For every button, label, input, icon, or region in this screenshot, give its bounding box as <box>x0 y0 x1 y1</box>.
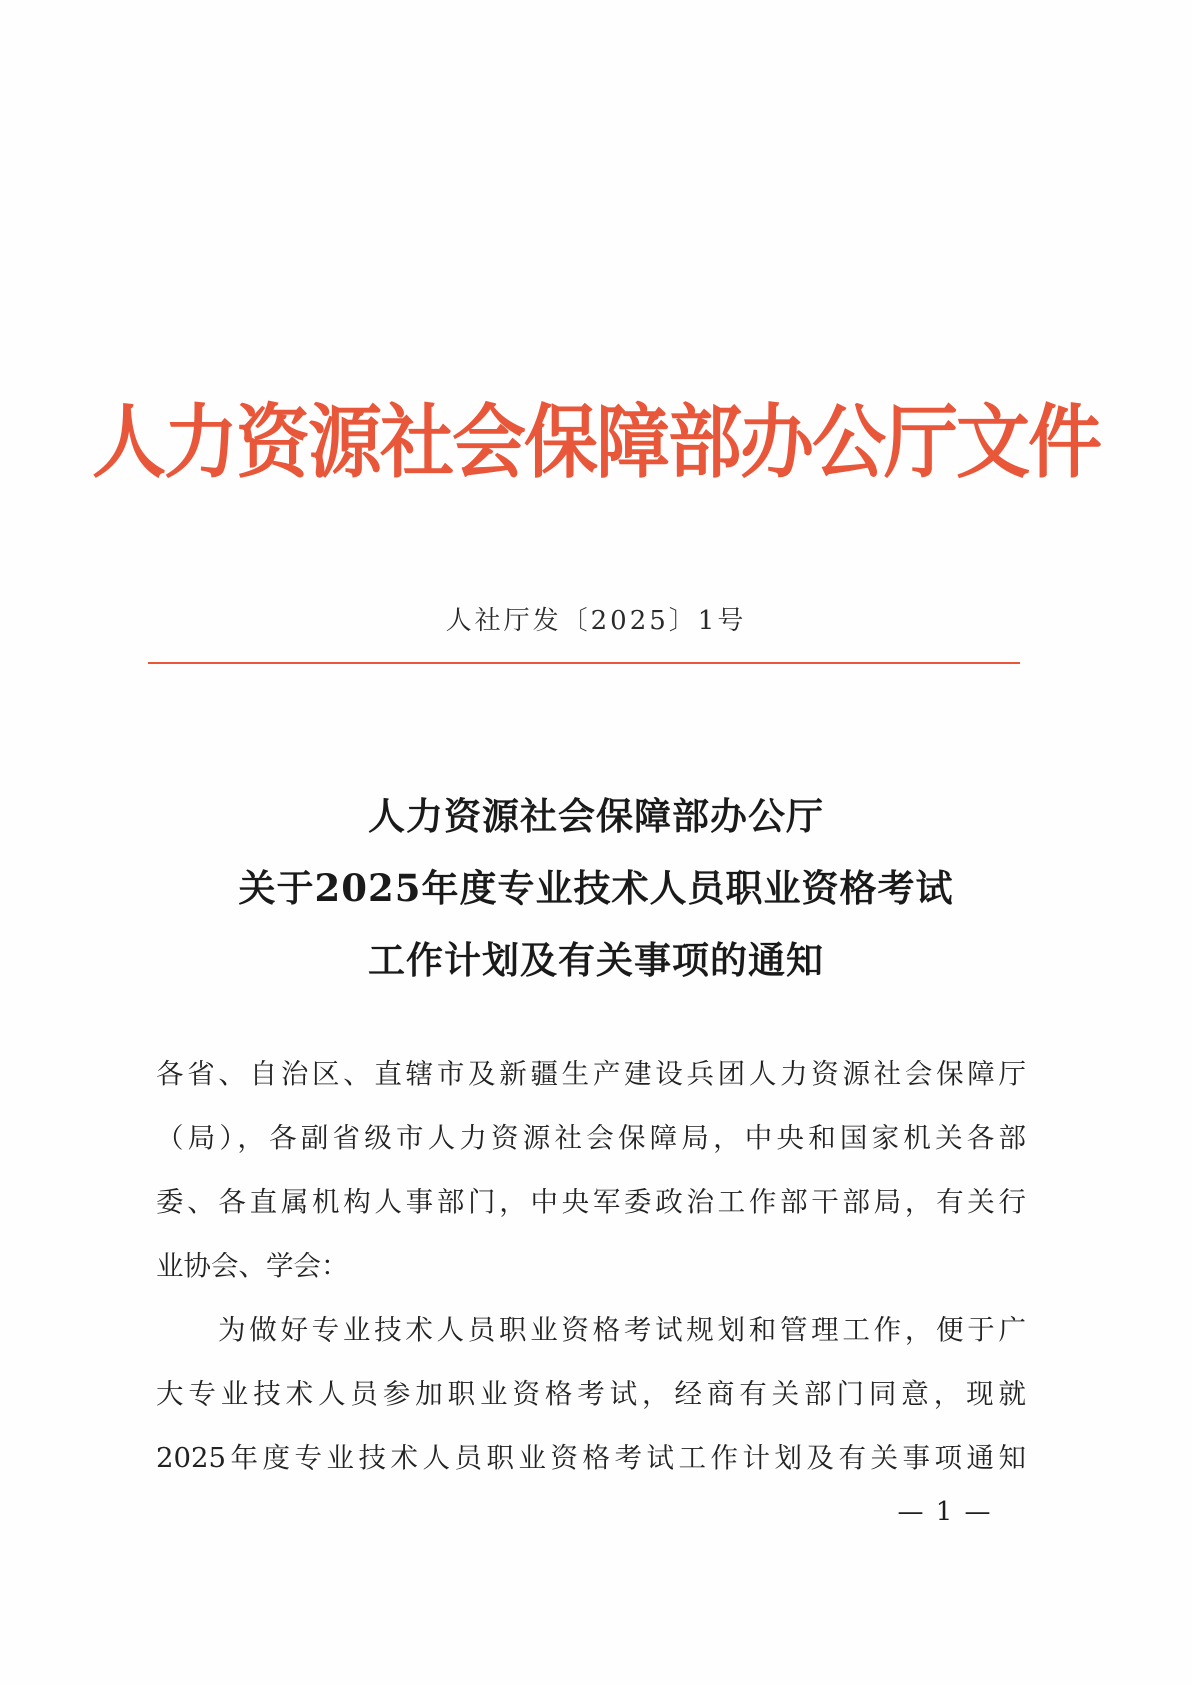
document-number: 人社厅发〔2025〕1号 <box>445 606 747 636</box>
title-line-3: 工作计划及有关事项的通知 <box>368 938 824 982</box>
addressee-line: （局），各副省级市人力资源社会保障局，中央和国家机关各部 <box>156 1122 1026 1154</box>
title-line-1: 人力资源社会保障部办公厅 <box>368 794 824 838</box>
notice-body <box>156 1042 1026 1490</box>
title-line-2: 关于2025年度专业技术人员职业资格考试 <box>238 866 954 910</box>
header-divider <box>148 662 1020 664</box>
addressee-line: 业协会、学会： <box>156 1250 349 1282</box>
page-number: — 1 — <box>897 1497 993 1527</box>
paragraph-line: 2025年度专业技术人员职业资格考试工作计划及有关事项通知 <box>156 1442 1026 1474</box>
issuer-header: 人力资源社会保障部办公厅文件 <box>92 396 1100 490</box>
paragraph-line: 大专业技术人员参加职业资格考试，经商有关部门同意，现就 <box>156 1378 1026 1410</box>
addressee-line: 委、各直属机构人事部门，中央军委政治工作部干部局，有关行 <box>156 1186 1026 1218</box>
paragraph-line: 为做好专业技术人员职业资格考试规划和管理工作，便于广 <box>218 1314 1026 1346</box>
notice-title <box>0 780 1192 996</box>
addressee-line: 各省、自治区、直辖市及新疆生产建设兵团人力资源社会保障厅 <box>156 1058 1026 1090</box>
